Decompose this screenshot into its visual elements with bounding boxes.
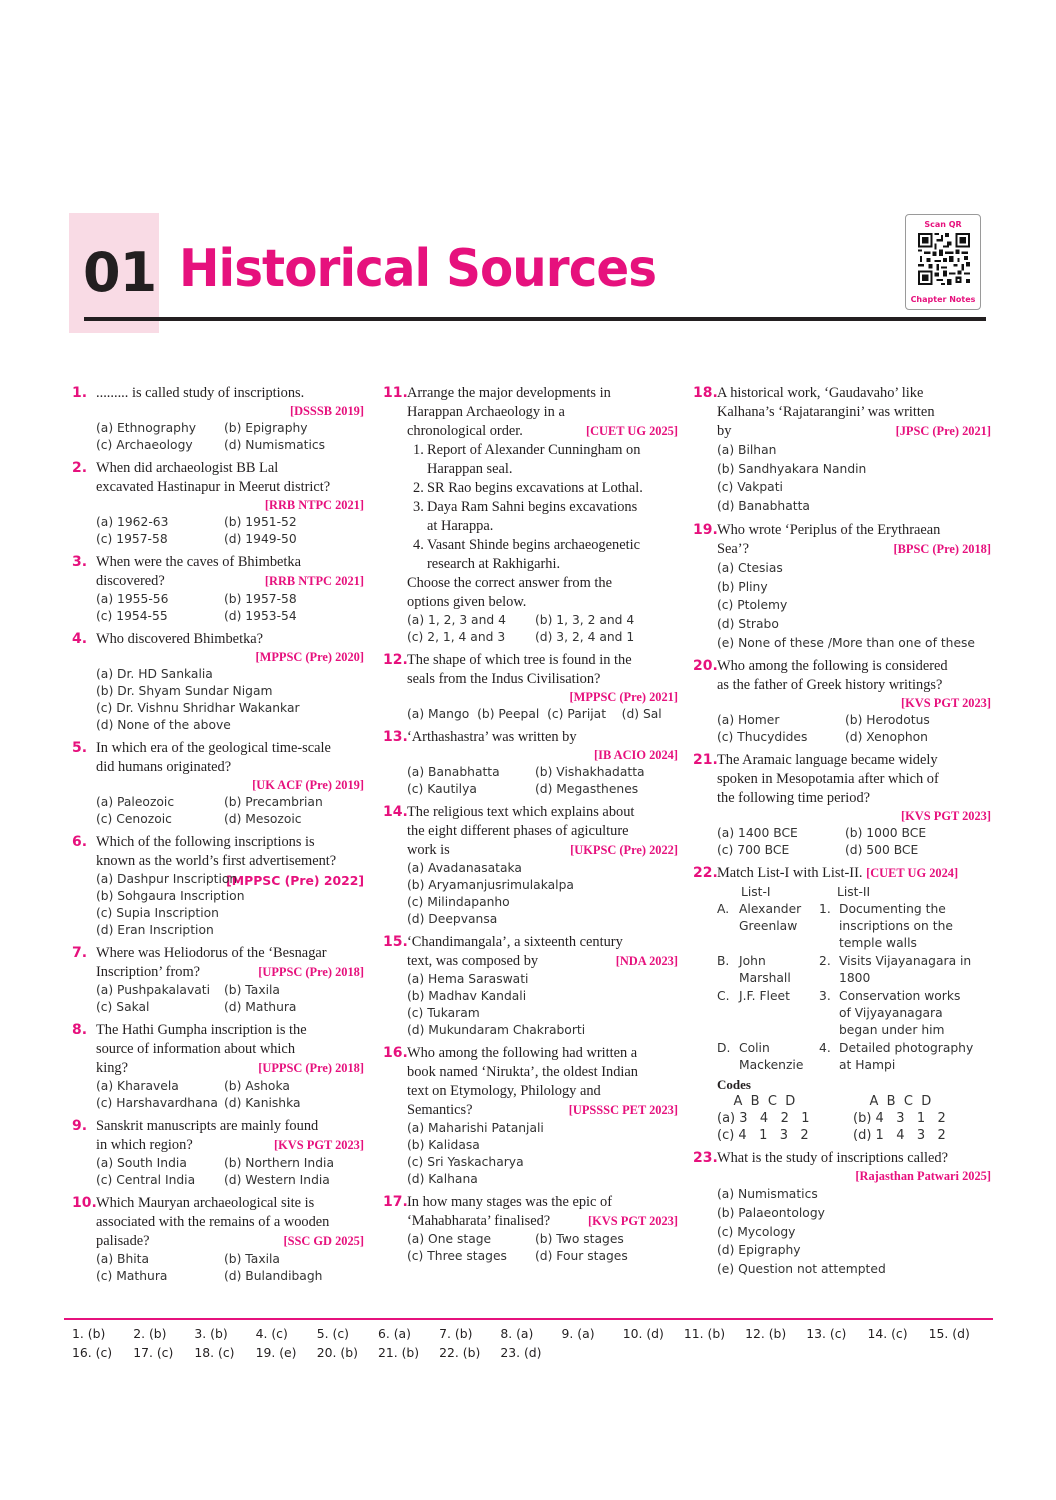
option[interactable]: (b) Two stages	[535, 1232, 624, 1246]
exam-source: [Rajasthan Patwari 2025]	[855, 1169, 991, 1184]
option[interactable]: (b) Vishakhadatta	[535, 765, 645, 779]
question-text: Where was Heliodorus of the ‘Besnagar	[96, 945, 327, 961]
option[interactable]: (d) Mathura	[224, 1000, 297, 1014]
option[interactable]: (a) Homer	[717, 713, 780, 728]
question-text: Which Mauryan archaeological site is	[96, 1195, 315, 1211]
question-text: palisade?	[96, 1233, 150, 1249]
question-text: The Hathi Gumpha inscription is the	[96, 1022, 307, 1038]
question-number: 16.	[383, 1045, 408, 1061]
question-number: 18.	[693, 385, 718, 401]
option[interactable]: (a) Banabhatta	[407, 765, 500, 779]
column-2	[383, 384, 678, 1270]
answer-key-row-2	[72, 1345, 992, 1360]
option[interactable]: (d) Banabhatta	[717, 499, 810, 514]
exam-source: [RRB NTPC 2021]	[264, 574, 364, 588]
option[interactable]: (c) 1954-55	[96, 609, 168, 623]
qr-code-icon	[918, 233, 970, 285]
column-3	[693, 384, 991, 1284]
question-text: work is	[407, 842, 450, 858]
question-text: king?	[96, 1060, 128, 1076]
answer-key-item: 18. (c)	[194, 1345, 235, 1360]
option[interactable]: (c) Three stages	[407, 1249, 507, 1263]
exam-source: [MPPSC (Pre) 2022]	[226, 873, 364, 888]
statement: 2. SR Rao begins excavations at Lothal.	[413, 480, 643, 496]
option[interactable]: (a) 1962-63	[96, 515, 169, 529]
question-text: text, was composed by	[407, 953, 539, 969]
answer-key-item: 7. (b)	[439, 1326, 473, 1341]
question-number: 13.	[383, 729, 408, 745]
answer-key-item: 15. (d)	[928, 1326, 970, 1341]
answer-key-item: 10. (d)	[622, 1326, 664, 1341]
list-2-header: List-II	[837, 885, 871, 900]
option[interactable]: (c) Cenozoic	[96, 812, 172, 826]
chapter-title: Historical Sources	[179, 239, 657, 299]
exam-source: [CUET UG 2025]	[585, 424, 678, 438]
option[interactable]: (c) Dr. Vishnu Shridhar Wakankar	[96, 701, 300, 715]
question-number: 2.	[72, 460, 88, 476]
codes-header: A B C D	[717, 1094, 796, 1110]
option[interactable]: (d) Eran Inscription	[96, 923, 214, 937]
question-number: 8.	[72, 1022, 88, 1038]
option[interactable]: (a) 1, 2, 3 and 4	[407, 613, 506, 627]
question-text: did humans originated?	[96, 759, 232, 775]
question-text: in which region?	[96, 1137, 193, 1153]
question-text: When were the caves of Bhimbetka	[96, 554, 301, 570]
statement: 4. Vasant Shinde begins archaeogenetic research at Rakhigarhi.	[413, 537, 640, 572]
option[interactable]: (b) Sandhyakara Nandin	[717, 461, 867, 476]
option[interactable]: (d) 1953-54	[224, 609, 297, 623]
option[interactable]: (d) Mesozoic	[224, 812, 302, 826]
option[interactable]: (b) Northern India	[224, 1156, 334, 1170]
question-number: 11.	[383, 385, 408, 401]
question-number: 19.	[693, 521, 718, 538]
question-text: Which of the following inscriptions is	[96, 834, 315, 850]
question-number: 22.	[693, 865, 718, 882]
chapter-header	[69, 213, 989, 333]
question-7	[72, 944, 364, 1016]
option[interactable]: (c) Sakal	[96, 1000, 150, 1014]
exam-source: [RRB NTPC 2021]	[264, 498, 364, 512]
option[interactable]: (c) Mycology	[717, 1224, 796, 1239]
option[interactable]: (c) Supia Inscription	[96, 906, 219, 920]
option[interactable]: (d) Mukundaram Chakraborti	[407, 1023, 586, 1037]
list-1-header: List-I	[741, 885, 771, 900]
question-10	[72, 1194, 364, 1285]
question-15	[383, 933, 678, 1039]
option[interactable]: (a) Bhita	[96, 1252, 150, 1266]
option[interactable]: (a) 3 4 2 1	[717, 1111, 810, 1127]
option[interactable]: (e) Question not attempted	[717, 1262, 886, 1277]
option[interactable]: (b) Pliny	[717, 579, 768, 594]
question-8	[72, 1021, 364, 1112]
question-text: Who among the following is considered	[717, 658, 948, 675]
question-text: The religious text which explains about	[407, 804, 635, 820]
column-1	[72, 384, 364, 1290]
answer-key-item: 8. (a)	[500, 1326, 534, 1341]
option[interactable]: (b) 1, 3, 2 and 4	[535, 613, 635, 627]
option[interactable]: (d) Western India	[224, 1173, 330, 1187]
option[interactable]: (b) 1957-58	[224, 592, 297, 606]
answer-key-item: 1. (b)	[72, 1326, 106, 1341]
statement: 1. Report of Alexander Cunningham on Harappan seal.	[413, 442, 641, 477]
question-text: Harappan Archaeology in a	[407, 404, 565, 420]
answer-key-item: 17. (c)	[133, 1345, 174, 1360]
question-6	[72, 833, 364, 939]
option[interactable]: (d) 500 BCE	[845, 843, 919, 858]
option[interactable]: (c) Archaeology	[96, 438, 193, 452]
question-number: 14.	[383, 804, 408, 820]
question-text: by	[717, 423, 732, 439]
exam-source: [CUET UG 2024]	[866, 866, 959, 881]
option[interactable]: (b) Herodotus	[845, 713, 930, 728]
question-text: When did archaeologist BB Lal	[96, 460, 279, 476]
option[interactable]: (b) 4 3 1 2	[853, 1111, 946, 1127]
answer-key-item: 12. (b)	[745, 1326, 787, 1341]
question-17	[383, 1193, 678, 1265]
exam-source: [KVS PGT 2023]	[588, 1214, 678, 1228]
exam-source: [MPPSC (Pre) 2021]	[569, 690, 678, 704]
question-number: 21.	[693, 752, 718, 769]
question-23	[693, 1149, 991, 1279]
exam-source: [UKPSC (Pre) 2022]	[570, 843, 678, 857]
exam-source: [KVS PGT 2023]	[901, 809, 991, 824]
question-number: 15.	[383, 934, 408, 950]
option[interactable]: (c) 1957-58	[96, 532, 168, 546]
question-text: The shape of which tree is found in the	[407, 652, 632, 668]
question-text: known as the world’s first advertisement?	[96, 853, 337, 869]
option[interactable]: (b) Ashoka	[224, 1079, 290, 1093]
question-text: chronological order.	[407, 423, 523, 439]
question-number: 7.	[72, 945, 88, 961]
answer-key-item: 2. (b)	[133, 1326, 167, 1341]
question-text: Sea’?	[717, 540, 749, 557]
option[interactable]: (d) Epigraphy	[717, 1243, 801, 1258]
answer-key-item: 20. (b)	[316, 1345, 358, 1360]
answer-key-item: 3. (b)	[194, 1326, 228, 1341]
option-row[interactable]: (a) Mango (b) Peepal (c) Parijat (d) Sal	[407, 707, 662, 721]
question-text: What is the study of inscriptions called?	[717, 1150, 948, 1167]
option[interactable]: (b) Dr. Shyam Sundar Nigam	[96, 684, 273, 698]
question-text: source of information about which	[96, 1041, 296, 1057]
option[interactable]: (b) Palaeontology	[717, 1206, 825, 1221]
question-text: In how many stages was the epic of	[407, 1194, 613, 1210]
question-4	[72, 630, 364, 734]
option[interactable]: (d) 3, 2, 4 and 1	[535, 630, 635, 644]
option[interactable]: (a) South India	[96, 1156, 187, 1170]
option[interactable]: (b) Taxila	[224, 983, 280, 997]
statement: 3. Daya Ram Sahni begins excavations at Harappa.	[413, 499, 638, 534]
question-number: 4.	[72, 631, 88, 647]
option[interactable]: (c) Vakpati	[717, 480, 783, 495]
question-1	[72, 384, 364, 454]
option[interactable]: (d) Strabo	[717, 616, 779, 631]
question-number: 5.	[72, 740, 88, 756]
option[interactable]: (d) Four stages	[535, 1249, 628, 1263]
qr-top-label: Scan QR	[924, 220, 962, 229]
option[interactable]: (c) Milindapanho	[407, 895, 510, 909]
question-12	[383, 651, 678, 723]
question-3	[72, 553, 364, 625]
exam-source: [UPPSC (Pre) 2018]	[258, 1061, 364, 1075]
option[interactable]: (d) 1949-50	[224, 532, 297, 546]
instruction-text: Choose the correct answer from the	[407, 575, 612, 591]
question-20	[693, 657, 991, 746]
match-row: D. Colin Mackenzie 4. Detailed photography at Hampi	[717, 1041, 974, 1073]
option[interactable]: (b) Taxila	[224, 1252, 280, 1266]
option[interactable]: (c) Harshavardhana	[96, 1096, 218, 1110]
option[interactable]: (c) Central India	[96, 1173, 196, 1187]
question-text: excavated Hastinapur in Meerut district?	[96, 479, 331, 495]
option[interactable]: (a) Hema Saraswati	[407, 972, 529, 986]
answer-key-divider	[64, 1318, 993, 1320]
answer-key-row-1	[72, 1326, 992, 1341]
exam-source: [DSSSB 2019]	[289, 404, 364, 418]
question-text: ‘Mahabharata’ finalised?	[407, 1213, 551, 1229]
question-text: discovered?	[96, 573, 165, 589]
answer-key-item: 9. (a)	[561, 1326, 595, 1341]
qr-box[interactable]	[905, 214, 981, 310]
option[interactable]: (c) Tukaram	[407, 1006, 480, 1020]
answer-key-item: 16. (c)	[72, 1345, 113, 1360]
option[interactable]: (b) Epigraphy	[224, 421, 308, 435]
question-text: Semantics?	[407, 1102, 473, 1118]
question-text: spoken in Mesopotamia after which of	[717, 771, 939, 788]
question-text: ......... is called study of inscriptions.	[96, 385, 305, 401]
question-text: book named ‘Nirukta’, the oldest Indian	[407, 1064, 638, 1080]
exam-source: [KVS PGT 2023]	[274, 1138, 364, 1152]
exam-source: [UK ACF (Pre) 2019]	[252, 778, 364, 792]
match-row: A. Alexander Greenlaw 1. Documenting the inscriptions on the temple walls	[717, 902, 953, 951]
question-number: 12.	[383, 652, 408, 668]
question-text: Match List-I with List-II.	[717, 865, 863, 882]
question-text: Who wrote ‘Periplus of the Erythraean	[717, 521, 941, 538]
option[interactable]: (b) Aryamanjusrimulakalpa	[407, 878, 574, 892]
match-row: B. John Marshall 2. Visits Vijayanagara in 1800	[717, 954, 972, 986]
option[interactable]: (d) Bulandibagh	[224, 1269, 323, 1283]
question-14	[383, 803, 678, 928]
question-number: 3.	[72, 554, 88, 570]
exam-source: [KVS PGT 2023]	[901, 696, 991, 711]
option[interactable]: (c) 4 1 3 2	[717, 1128, 809, 1144]
answer-key-item: 19. (e)	[255, 1345, 297, 1360]
option[interactable]: (c) Mathura	[96, 1269, 168, 1283]
option[interactable]: (a) Ethnography	[96, 421, 197, 435]
exam-source: [JPSC (Pre) 2021]	[895, 424, 991, 438]
question-11	[383, 384, 678, 646]
option[interactable]: (a) Bilhan	[717, 443, 777, 457]
exam-source: [UPPSC (Pre) 2018]	[258, 965, 364, 979]
option[interactable]: (d) None of the above	[96, 718, 231, 732]
option[interactable]: (b) Sohgaura Inscription	[96, 889, 245, 903]
answer-key-item: 23. (d)	[500, 1345, 542, 1360]
exam-source: [IB ACIO 2024]	[594, 748, 678, 762]
option[interactable]: (a) Paleozoic	[96, 795, 175, 809]
question-number: 17.	[383, 1194, 408, 1210]
question-text: In which era of the geological time-scale	[96, 740, 331, 756]
option[interactable]: (b) 1951-52	[224, 515, 297, 529]
question-number: 1.	[72, 385, 88, 401]
question-text: Kalhana’s ‘Rajatarangini’ was written	[717, 404, 935, 420]
option[interactable]: (d) 1 4 3 2	[853, 1128, 946, 1144]
question-text: the following time period?	[717, 790, 871, 807]
question-text: associated with the remains of a wooden	[96, 1214, 330, 1230]
question-text: ‘Arthashastra’ was written by	[407, 729, 577, 745]
exam-source: [SSC GD 2025]	[283, 1234, 364, 1248]
option[interactable]: (c) Ptolemy	[717, 598, 788, 613]
option[interactable]: (c) Sri Yaskacharya	[407, 1155, 524, 1169]
option[interactable]: (a) 1400 BCE	[717, 826, 798, 841]
question-text: ‘Chandimangala’, a sixteenth century	[407, 934, 623, 950]
option[interactable]: (a) Dashpur Inscription	[96, 872, 238, 886]
answer-key-item: 22. (b)	[439, 1345, 481, 1360]
answer-key-item: 4. (c)	[255, 1326, 288, 1341]
question-2	[72, 459, 364, 548]
exam-source: [UPSSSC PET 2023]	[568, 1103, 678, 1117]
question-text: Inscription’ from?	[96, 964, 201, 980]
option[interactable]: (e) None of these /More than one of these	[717, 635, 975, 650]
question-text: Who discovered Bhimbetka?	[96, 631, 264, 647]
option[interactable]: (a) 1955-56	[96, 592, 169, 606]
option[interactable]: (d) Xenophon	[845, 730, 928, 745]
answer-key-item: 6. (a)	[377, 1326, 411, 1341]
question-5	[72, 739, 364, 828]
question-18	[693, 384, 991, 516]
question-21	[693, 751, 991, 859]
option[interactable]: (b) Precambrian	[224, 795, 323, 809]
option[interactable]: (d) Numismatics	[224, 438, 326, 452]
exam-source: [MPPSC (Pre) 2020]	[255, 650, 364, 664]
answer-key-item: 5. (c)	[316, 1326, 349, 1341]
question-number: 20.	[693, 658, 718, 675]
question-text: Sanskrit manuscripts are mainly found	[96, 1118, 319, 1134]
chapter-number-box	[69, 213, 159, 333]
question-text: The Aramaic language became widely	[717, 752, 938, 769]
question-text: Who among the following had written a	[407, 1045, 638, 1061]
option[interactable]: (a) Maharishi Patanjali	[407, 1121, 544, 1135]
option[interactable]: (b) Kalidasa	[407, 1138, 480, 1152]
option[interactable]: (a) Pushpakalavati	[96, 983, 211, 997]
question-16	[383, 1044, 678, 1188]
question-22	[693, 864, 991, 1144]
answer-key-item: 14. (c)	[867, 1326, 908, 1341]
option[interactable]: (a) Kharavela	[96, 1079, 179, 1093]
answer-key-item: 21. (b)	[377, 1345, 420, 1360]
question-19	[693, 521, 991, 653]
question-number: 6.	[72, 834, 88, 850]
option[interactable]: (a) Dr. HD Sankalia	[96, 667, 213, 681]
question-text: text on Etymology, Philology and	[407, 1083, 601, 1099]
option[interactable]: (b) Madhav Kandali	[407, 989, 527, 1003]
exam-source: [BPSC (Pre) 2018]	[893, 541, 991, 556]
chapter-number: 01	[83, 241, 157, 304]
codes-header: A B C D	[853, 1094, 932, 1110]
answer-key-item: 11. (b)	[683, 1326, 726, 1341]
question-number: 9.	[72, 1118, 88, 1134]
statement-list	[407, 441, 678, 574]
question-text: Arrange the major developments in	[407, 385, 611, 401]
question-number: 10.	[72, 1195, 97, 1211]
question-text: A historical work, ‘Gaudavaho’ like	[717, 385, 924, 401]
option[interactable]: (a) Avadanasataka	[407, 861, 522, 875]
qr-bottom-label: Chapter Notes	[910, 295, 976, 304]
codes-grid	[717, 1093, 991, 1144]
option[interactable]: (d) Megasthenes	[535, 782, 639, 796]
match-row: C. J.F. Fleet 3. Conservation works of Vijyayanagara began under him	[717, 989, 961, 1038]
exam-source: [NDA 2023]	[615, 954, 678, 968]
option[interactable]: (a) Ctesias	[717, 560, 783, 575]
match-table	[717, 884, 991, 1074]
question-number: 23.	[693, 1150, 718, 1167]
option[interactable]: (a) One stage	[407, 1232, 492, 1246]
answer-key-item: 13. (c)	[806, 1326, 847, 1341]
instruction-text: options given below.	[407, 594, 527, 610]
option[interactable]: (d) Kalhana	[407, 1172, 478, 1186]
question-text: the eight different phases of agiculture	[407, 823, 629, 839]
option[interactable]: (c) Thucydides	[717, 730, 808, 745]
question-text: as the father of Greek history writings?	[717, 677, 943, 694]
option[interactable]: (c) Kautilya	[407, 782, 477, 796]
chapter-rule	[84, 317, 986, 321]
option[interactable]: (c) 2, 1, 4 and 3	[407, 630, 506, 644]
option[interactable]: (d) Kanishka	[224, 1096, 301, 1110]
option[interactable]: (a) Numismatics	[717, 1187, 818, 1202]
option[interactable]: (d) Deepvansa	[407, 912, 498, 926]
codes-label: Codes	[717, 1077, 751, 1093]
question-9	[72, 1117, 364, 1189]
question-text: seals from the Indus Civilisation?	[407, 671, 601, 687]
option[interactable]: (b) 1000 BCE	[845, 826, 927, 841]
option[interactable]: (c) 700 BCE	[717, 843, 790, 858]
question-13	[383, 728, 678, 798]
